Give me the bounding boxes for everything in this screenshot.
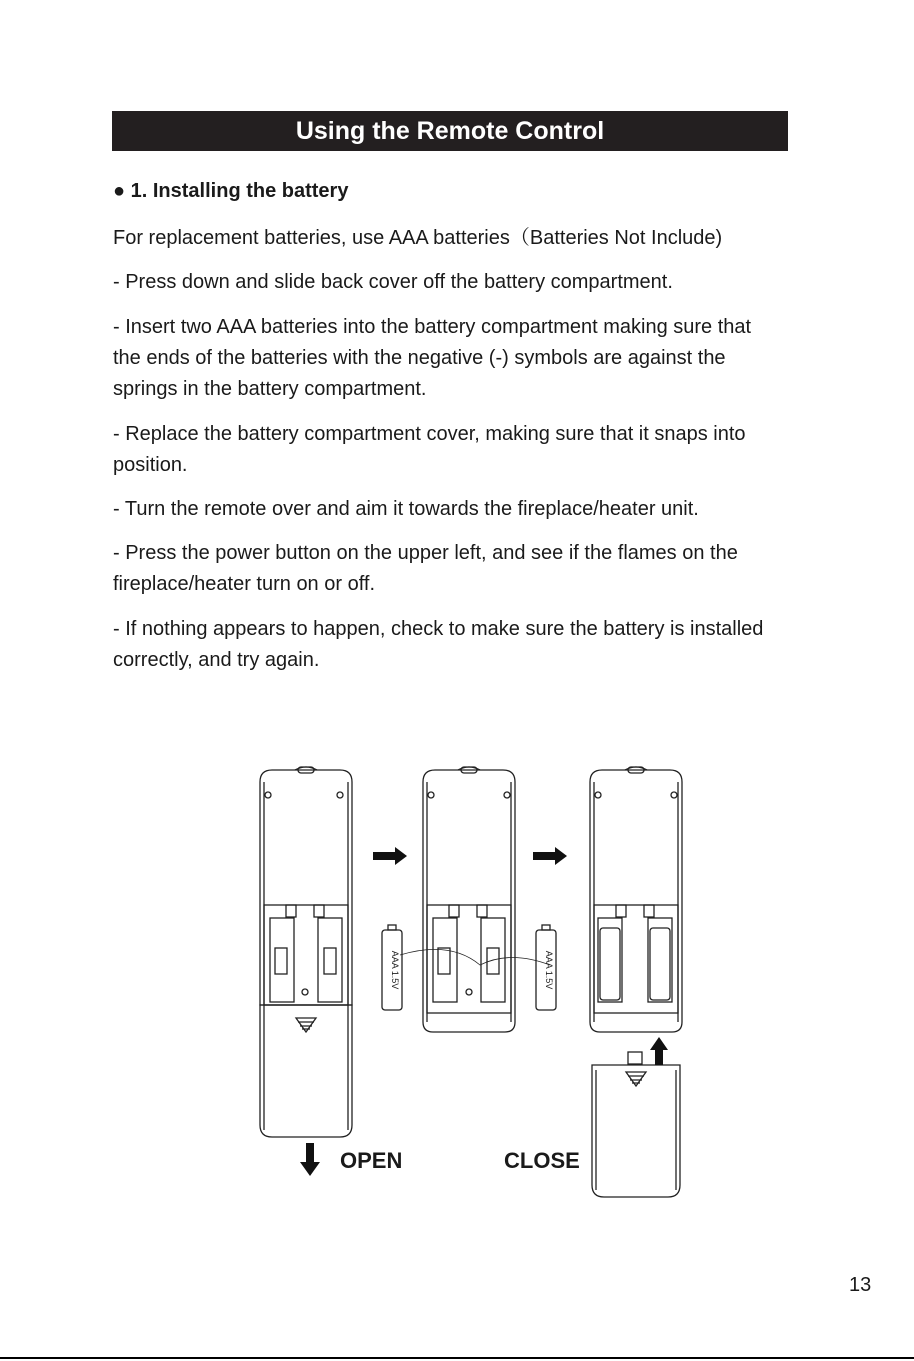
paragraph-battery-type: For replacement batteries, use AAA batteries（Batteries Not Include) — [113, 227, 723, 249]
svg-text:AAA 1.5V: AAA 1.5V — [544, 950, 554, 990]
arrow-up-icon — [650, 1037, 668, 1065]
paragraph-step-replace-cover: - Replace the battery compartment cover, making sure that it snaps into position. — [113, 423, 746, 476]
paragraph-step-insert-batteries: - Insert two AAA batteries into the battery compartment making sure that the ends of the batteries with the negative (-) symbols are against the springs in the battery compartment. — [113, 316, 752, 400]
aaa-battery-icon — [382, 925, 402, 1010]
arrow-right-icon — [533, 847, 567, 865]
close-label: CLOSE — [504, 1148, 580, 1173]
page-title: Using the Remote Control — [112, 111, 788, 151]
remote-installed-illustration — [590, 767, 682, 1032]
page-number: 13 — [849, 1274, 872, 1296]
paragraph-step-troubleshoot: - If nothing appears to happen, check to make sure the battery is installed correctly, and try again. — [113, 618, 764, 671]
paragraph-step-power-button: - Press the power button on the upper left, and see if the flames on the fireplace/heater turn on or off. — [113, 542, 738, 595]
paragraph-step-aim-remote: - Turn the remote over and aim it towards the fireplace/heater unit. — [113, 498, 699, 520]
battery-cover-illustration — [592, 1052, 680, 1197]
svg-text:AAA 1.5V: AAA 1.5V — [390, 950, 400, 990]
remote-inserting-illustration — [400, 767, 550, 1032]
arrow-down-icon — [300, 1143, 320, 1176]
arrow-right-icon — [373, 847, 407, 865]
open-label: OPEN — [340, 1148, 403, 1173]
section-heading: ● 1. Installing the battery — [113, 180, 349, 202]
remote-open-illustration — [260, 767, 352, 1137]
paragraph-step-remove-cover: - Press down and slide back cover off the battery compartment. — [113, 271, 673, 293]
battery-installation-diagram — [240, 760, 710, 1210]
footer-rule — [0, 1357, 914, 1359]
aaa-battery-icon — [536, 925, 556, 1010]
